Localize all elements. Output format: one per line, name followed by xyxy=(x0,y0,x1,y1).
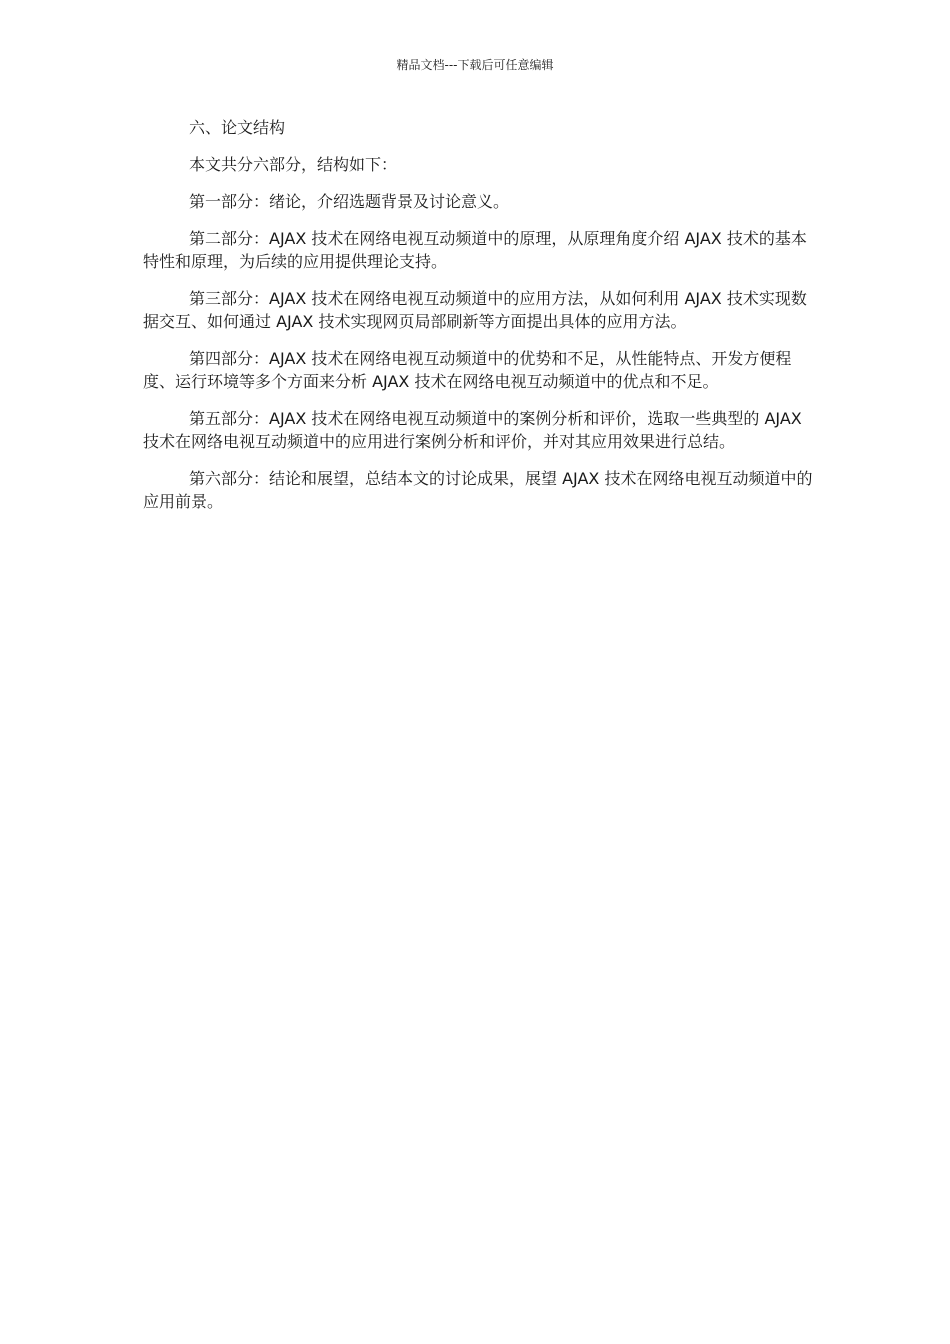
page-header: 精品文档---下载后可任意编辑 xyxy=(396,58,554,72)
section-heading: 六、论文结构 xyxy=(189,118,286,137)
document-body xyxy=(143,116,819,527)
intro-paragraph: 本文共分六部分，结构如下： xyxy=(189,155,398,174)
part-six-paragraph: 第六部分：结论和展望，总结本文的讨论成果，展望 AJAX 技术在网络电视互动频道中的应用前景。 xyxy=(143,469,813,511)
part-four-paragraph: 第四部分：AJAX 技术在网络电视互动频道中的优势和不足，从性能特点、开发方便程度、运行环境等多个方面来分析 AJAX 技术在网络电视互动频道中的优点和不足。 xyxy=(143,349,792,391)
part-five-paragraph: 第五部分：AJAX 技术在网络电视互动频道中的案例分析和评价，选取一些典型的 AJAX 技术在网络电视互动频道中的应用进行案例分析和评价，并对其应用效果进行总结。 xyxy=(143,409,802,451)
part-two-paragraph: 第二部分：AJAX 技术在网络电视互动频道中的原理，从原理角度介绍 AJAX 技术的基本特性和原理，为后续的应用提供理论支持。 xyxy=(143,229,807,271)
part-one-paragraph: 第一部分：绪论，介绍选题背景及讨论意义。 xyxy=(189,192,510,211)
part-three-paragraph: 第三部分：AJAX 技术在网络电视互动频道中的应用方法，从如何利用 AJAX 技术实现数据交互、如何通过 AJAX 技术实现网页局部刷新等方面提出具体的应用方法。 xyxy=(143,289,807,331)
